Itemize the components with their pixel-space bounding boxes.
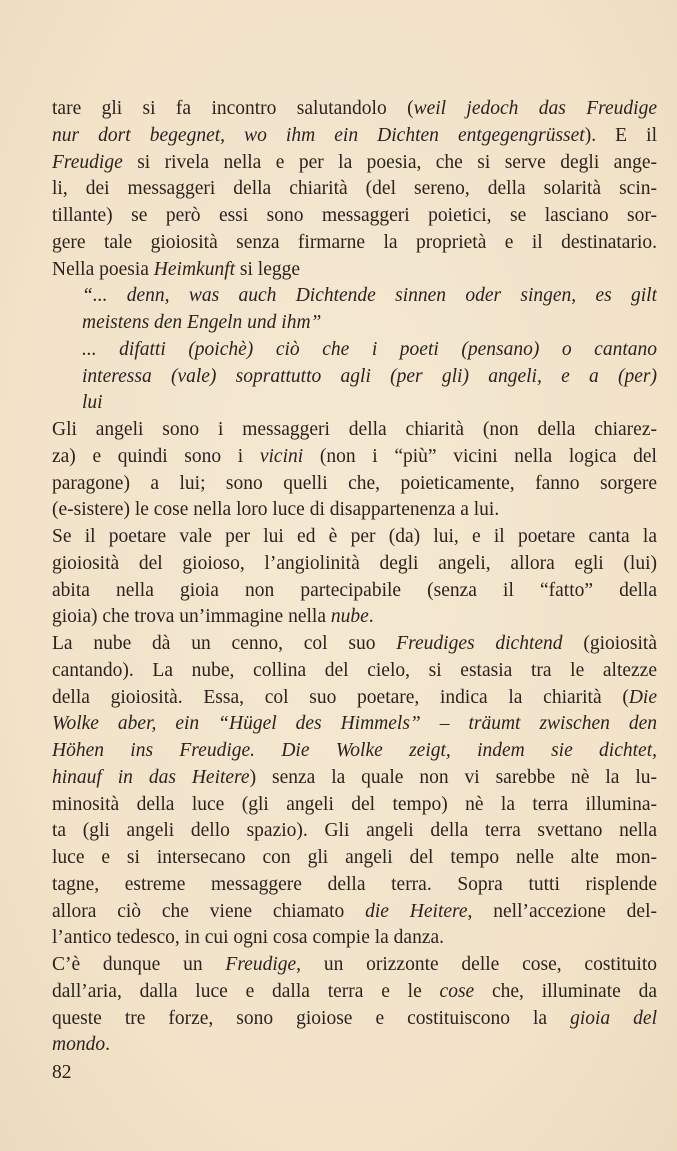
text-line	[52, 417, 657, 444]
italic-text: lui	[82, 392, 103, 414]
text-segment: Gli angeli sono i messaggeri della chiarità (non della chiarez-	[52, 419, 657, 440]
italic-text: Höhen ins Freudige. Die Wolke zeigt, indem sie dichtet,	[52, 740, 657, 761]
text-line	[52, 658, 657, 685]
italic-text: gioia del	[570, 1007, 657, 1029]
italic-text: die Heitere	[365, 900, 468, 922]
text-line	[52, 925, 657, 952]
text-line	[52, 497, 657, 524]
text-line	[52, 872, 657, 899]
quote-line	[52, 364, 657, 391]
text-line	[52, 792, 657, 819]
text-segment: gioiosità del gioioso, l’angiolinità degli angeli, allora egli (lui)	[52, 552, 657, 574]
italic-text: mondo	[52, 1034, 106, 1056]
text-line	[52, 845, 657, 872]
text-segment: tillante) se però essi sono messaggeri poietici, se lasciano sor-	[52, 205, 657, 226]
italic-text: cose	[439, 980, 475, 1002]
text-segment: , nell’accezione del-	[467, 900, 657, 922]
text-line	[52, 818, 657, 845]
text-segment: li, dei messaggeri della chiarità (del sereno, della solarità scin-	[52, 178, 657, 200]
text-segment: cantando). La nube, collina del cielo, si estasia tra le altezze	[52, 659, 657, 681]
text-segment: ). E il	[584, 124, 657, 146]
text-segment: .	[105, 1034, 110, 1056]
text-segment: si legge	[235, 258, 301, 280]
text-segment: (non i “più” vicini nella logica del	[303, 445, 657, 467]
text-line	[52, 524, 657, 551]
text-line	[52, 979, 657, 1006]
text-segment: C’è dunque un	[52, 954, 226, 975]
italic-text: vicini	[259, 445, 304, 467]
text-segment: l’antico tedesco, in cui ogni cosa compie la danza.	[52, 927, 445, 949]
quote-line	[52, 337, 657, 364]
text-line	[52, 1006, 657, 1033]
italic-text: Freudiges dichtend	[396, 633, 563, 654]
text-line	[52, 1032, 657, 1059]
body-text	[52, 96, 657, 1059]
text-line	[52, 899, 657, 926]
text-segment: ta (gli angeli dello spazio). Gli angeli della terra svettano nella	[52, 820, 657, 842]
text-line	[52, 471, 657, 498]
text-line	[52, 257, 657, 284]
text-segment: Nella poesia	[52, 258, 154, 280]
text-line	[52, 176, 657, 203]
text-segment: (gioiosità	[562, 633, 657, 654]
text-segment: (e-sistere) le cose nella loro luce di disappartenenza a lui.	[52, 499, 500, 521]
italic-text: Freudige	[225, 954, 297, 975]
quote-line	[52, 390, 657, 417]
text-line	[52, 578, 657, 605]
italic-text: meistens den Engeln und ihm”	[82, 312, 322, 333]
quote-line	[52, 283, 657, 310]
italic-text: nur dort begegnet, wo ihm ein Dichten entgegengrüsset	[52, 124, 585, 146]
text-line	[52, 631, 657, 658]
italic-text: Heimkunft	[153, 258, 236, 280]
italic-text: ... difatti (poichè) ciò che i poeti (pensano) o cantano	[82, 338, 657, 360]
text-segment: che, illuminate da	[474, 980, 657, 1002]
text-line	[52, 444, 657, 471]
text-segment: tare gli si fa incontro salutandolo (	[52, 98, 414, 119]
italic-text: weil jedoch das Freudige	[413, 98, 657, 119]
page-number: 82	[52, 1062, 72, 1083]
text-line	[52, 551, 657, 578]
italic-text: hinauf in das Heitere	[52, 766, 250, 788]
text-segment: gere tale gioiosità senza firmarne la proprietà e il destinatario.	[52, 231, 657, 253]
text-line	[52, 230, 657, 257]
text-segment: dall’aria, dalla luce e dalla terra e le	[52, 980, 440, 1002]
text-line	[52, 604, 657, 631]
text-line	[52, 711, 657, 738]
text-segment: .	[368, 606, 374, 628]
text-segment: della gioiosità. Essa, col suo poetare, indica la chiarità (	[52, 686, 629, 708]
text-segment: gioia) che trova un’immagine nella	[52, 606, 331, 628]
text-line	[52, 150, 657, 177]
text-segment: tagne, estreme messaggere della terra. Sopra tutti risplende	[52, 873, 657, 895]
text-segment: , un orizzonte delle cose, costituito	[296, 954, 657, 975]
text-segment: queste tre forze, sono gioiose e costituiscono la	[52, 1007, 571, 1029]
text-segment: ) senza la quale non vi sarebbe nè la lu-	[249, 766, 657, 788]
text-segment: minosità della luce (gli angeli del tempo) nè la terra illumina-	[52, 793, 657, 815]
text-segment: si rivela nella e per la poesia, che si serve degli ange-	[122, 151, 657, 173]
text-line	[52, 952, 657, 979]
text-segment: La nube dà un cenno, col suo	[52, 633, 397, 654]
italic-text: interessa (vale) soprattutto agli (per gli) angeli, e a (per)	[82, 365, 657, 387]
text-segment: abita nella gioia non partecipabile (senza il “fatto” della	[52, 579, 657, 601]
text-segment: paragone) a lui; sono quelli che, poieticamente, fanno sorgere	[52, 472, 657, 494]
text-line	[52, 765, 657, 792]
text-line	[52, 96, 657, 123]
text-line	[52, 738, 657, 765]
italic-text: Wolke aber, ein “Hügel des Himmels” – träumt zwischen den	[52, 713, 657, 735]
text-segment: luce e si intersecano con gli angeli del tempo nelle alte mon-	[52, 847, 657, 868]
text-segment: Se il poetare vale per lui ed è per (da) lui, e il poetare canta la	[52, 526, 657, 547]
italic-text: Freudige	[52, 151, 123, 173]
italic-text: nube	[330, 606, 369, 628]
text-segment: za) e quindi sono i	[52, 445, 260, 467]
text-line	[52, 123, 657, 150]
italic-text: “... denn, was auch Dichtende sinnen oder singen, es gilt	[82, 285, 657, 307]
italic-text: Die	[628, 686, 657, 708]
quote-line	[52, 310, 657, 337]
text-segment: allora ciò che viene chiamato	[52, 900, 366, 922]
text-line	[52, 203, 657, 230]
text-line	[52, 685, 657, 712]
